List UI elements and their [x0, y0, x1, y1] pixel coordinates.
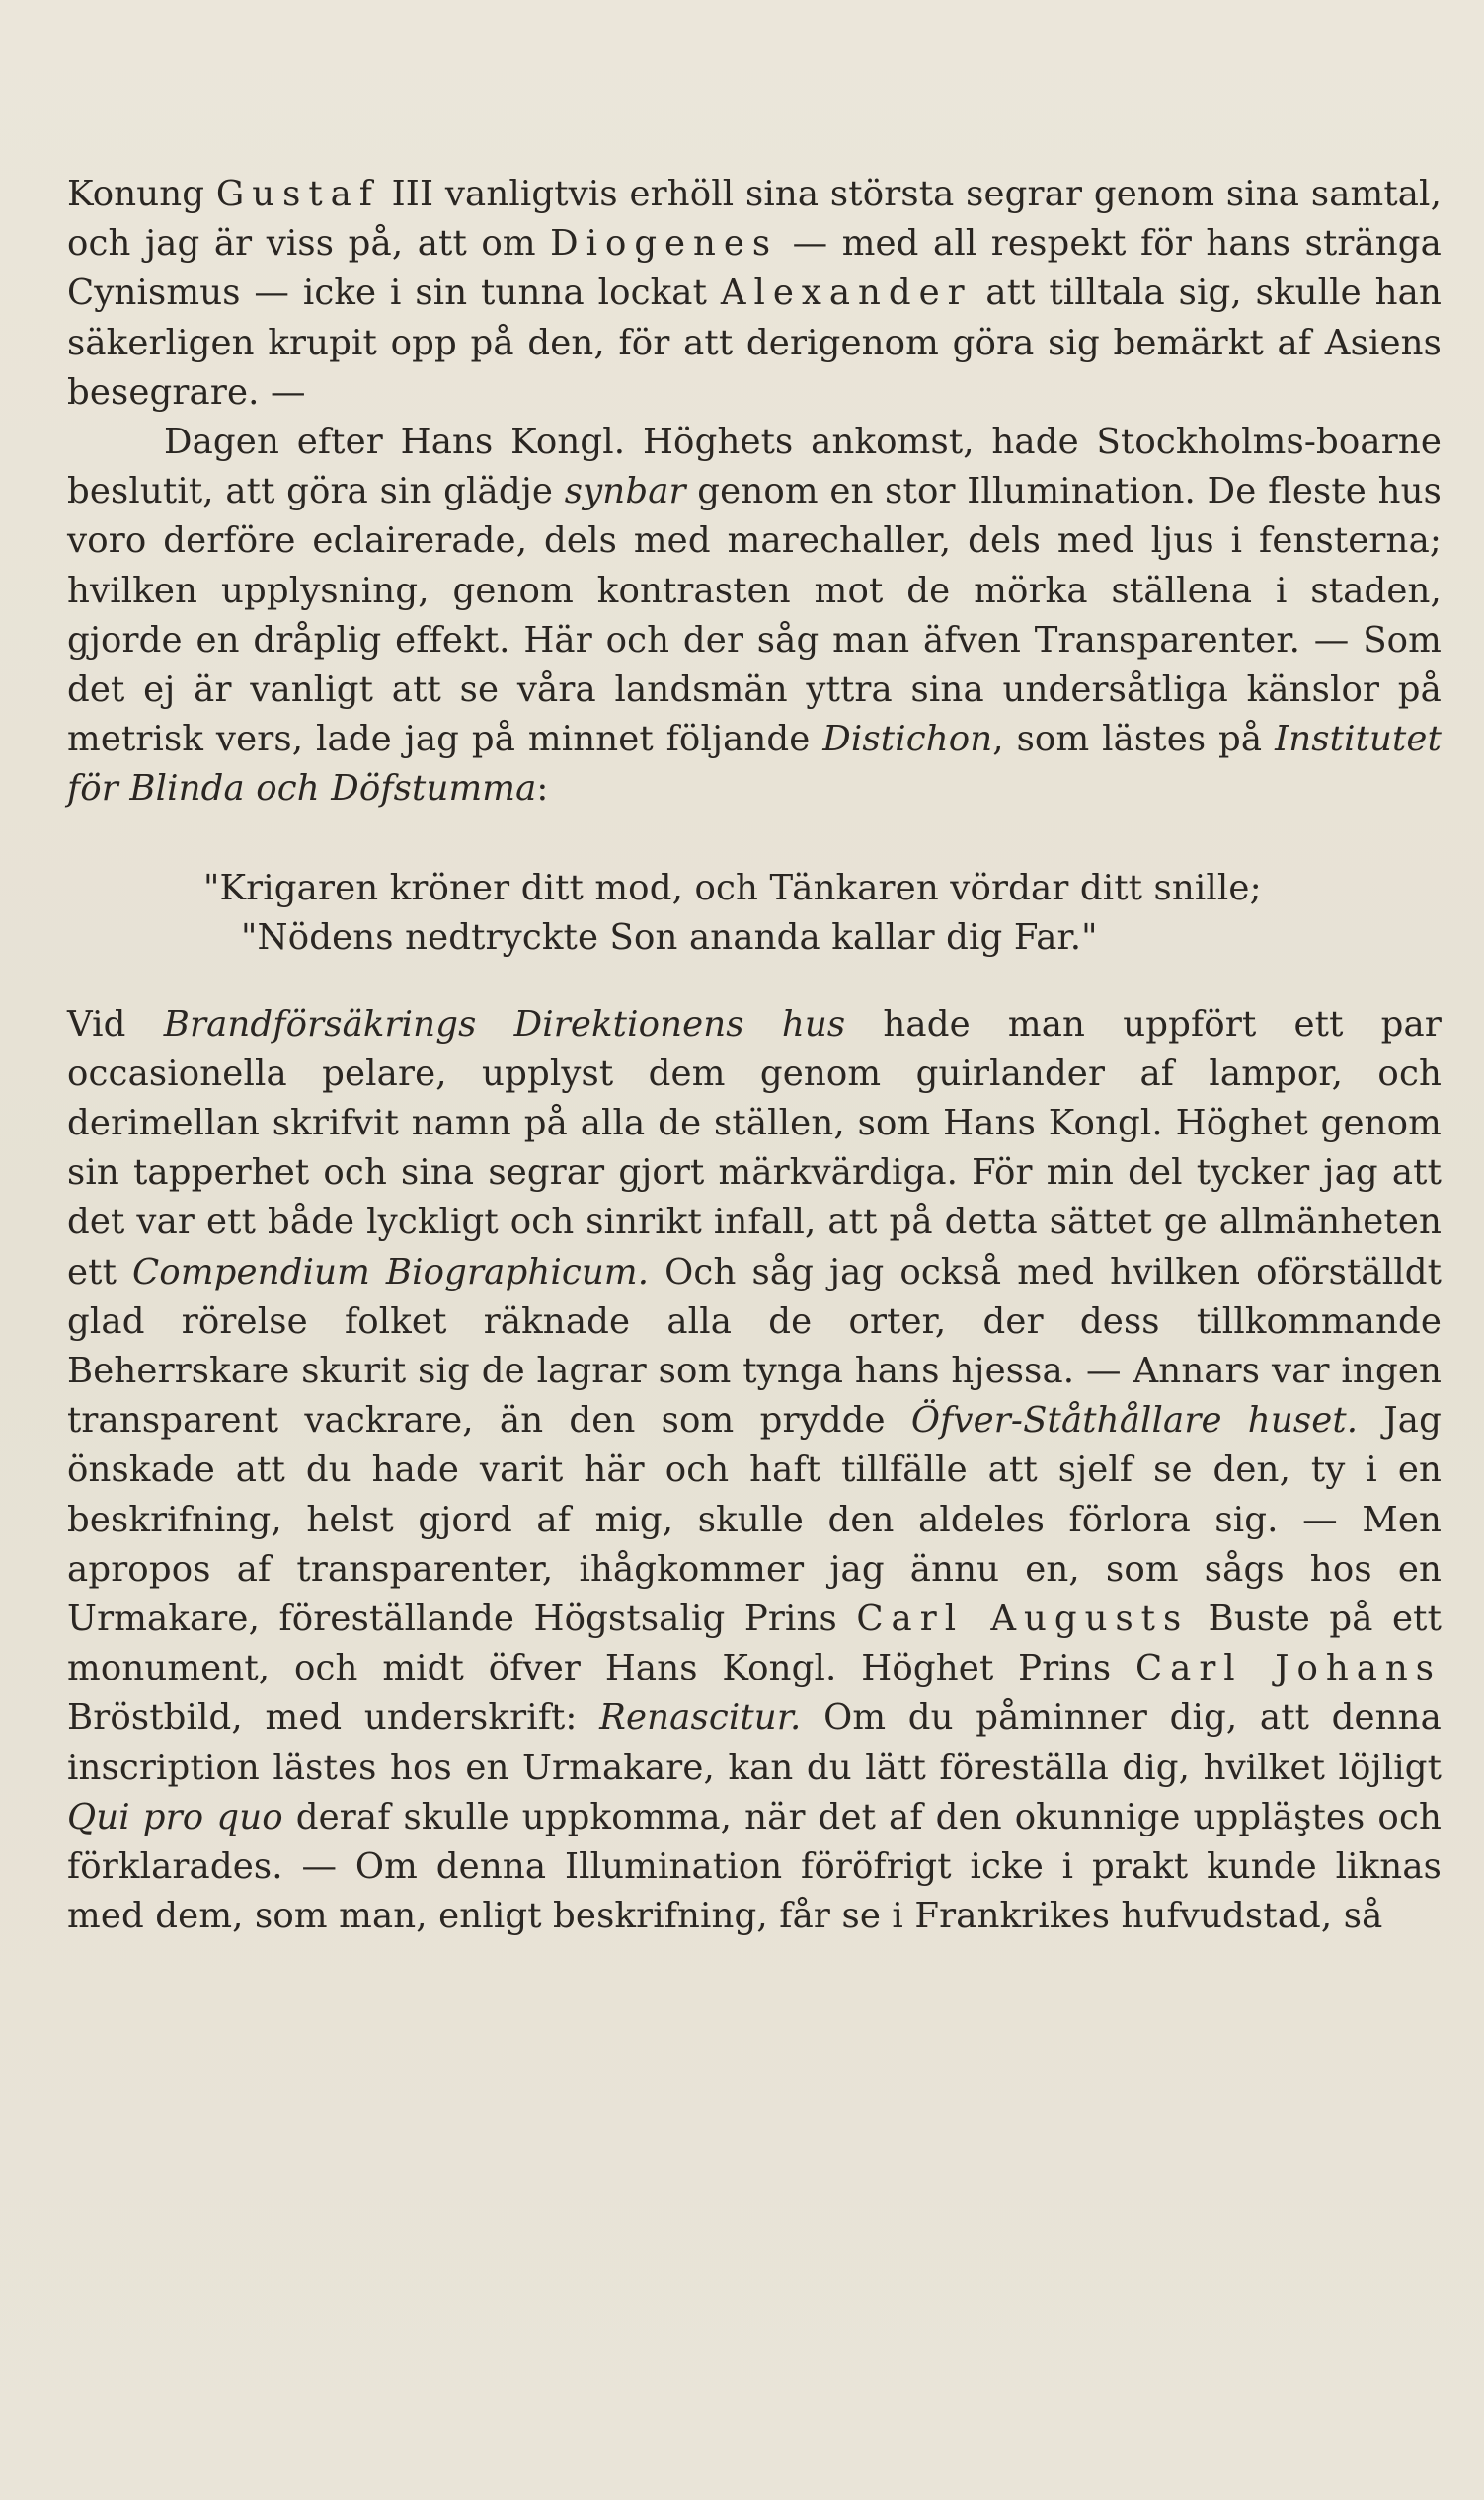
p3-italic-compendium: Compendium Biographicum. — [132, 1251, 650, 1292]
p3-italic-qui-pro-quo: Qui pro quo — [67, 1796, 283, 1837]
name-alexander: Alexander — [720, 273, 973, 314]
verse-line-2: "Nödens nedtryckte Son ananda kallar dig Far." — [241, 916, 1098, 958]
p3-italic-renascitur: Renascitur. — [599, 1697, 802, 1739]
distichon-verse — [67, 864, 1442, 963]
paragraph-1 — [67, 170, 1442, 418]
p3-italic-ofver-stathallare: Öfver-Ståthållare huset. — [910, 1400, 1359, 1442]
p2-italic-distichon: Distichon — [822, 719, 993, 760]
p2-italic-synbar: synbar — [564, 471, 686, 512]
p2-seg-3: , som lästes på — [992, 719, 1276, 760]
p3-seg-6: Bröstbild, med underskrift: — [67, 1697, 600, 1739]
p1-seg-3: att tilltala sig, skulle han säkerligen krupit opp på den, för att derigenom göra sig bemärkt af Asiens besegrare. — — [67, 273, 1442, 413]
name-carl-johans: Carl Johans — [1135, 1648, 1443, 1689]
name-diogenes: Diogenes — [550, 223, 779, 265]
p2-italic-institutet: Institutet för Blinda och Döfstumma — [67, 719, 1442, 810]
p3-seg-5: Buste på ett monument, och midt öfver Hans Kongl. Höghet Prins — [67, 1599, 1442, 1689]
p1-seg-2: — med all respekt för hans stränga Cynismus — icke i sin tunna lockat — [67, 223, 1442, 314]
page-body-text — [67, 170, 1442, 1942]
p3-seg-7: Om du påminner dig, att denna inscription lästes hos en Urmakare, kan du lätt föreställa dig, hvilket löjligt — [67, 1697, 1442, 1788]
p3-italic-brandforsakrings: Brandförsäkrings Direktionens hus — [163, 1003, 846, 1045]
p3-seg-3: Och såg jag också med hvilken oförställdt glad rörelse folket räknade alla de orter, der dess tillkommande Beherrskare skurit sig de lagrar som tynga hans hjessa. — Annars var ingen transparent vackrare, än den som prydde — [67, 1251, 1442, 1442]
p2-seg-4: : — [536, 768, 549, 810]
paragraph-3 — [67, 1000, 1442, 1942]
verse-line-1: "Krigaren kröner ditt mod, och Tänkaren vördar ditt snille; — [203, 867, 1262, 908]
name-carl-augusts: Carl Augusts — [856, 1599, 1190, 1640]
p2-seg-1: Dagen efter Hans Kongl. Höghets ankomst, hade Stockholms-boarne beslutit, att göra sin glädje — [67, 422, 1442, 512]
p2-seg-2: genom en stor Illumination. De fleste hus voro derföre eclairerade, dels med marechaller, dels med ljus i fensterna; hvilken upplysning, genom kontrasten mot de mörka ställena i staden, gjorde en dråplig effekt. Här och der såg man äfven Transparenter. — Som det ej är vanligt att se våra landsmän yttra sina undersåtliga känslor på metrisk vers, lade jag på minnet följande — [67, 471, 1443, 760]
p3-seg-8: deraf skulle uppkomma, när det af den okunnige uppläştes och förklarades. — Om denna Illumination föröfrigt icke i prakt kunde liknas med dem, som man, enligt beskrifning, får se i Frankrikes hufvudstad, så — [67, 1796, 1443, 1937]
p3-seg-4: Jag önskade att du hade varit här och haft tillfälle att sjelf se den, ty i en beskrifning, helst gjord af mig, skulle den aldeles förlora sig. — Men apropos af transparenter, ihågkommer jag ännu en, som sågs hos en Urmakare, föreställande Högstsalig Prins — [67, 1400, 1442, 1640]
name-gustaf: Gustaf — [215, 174, 380, 214]
p3-seg-1: Vid — [67, 1003, 164, 1045]
p1-seg-0: Konung — [67, 174, 216, 214]
p3-seg-2: hade man uppfört ett par occasionella pelare, upplyst dem genom guirlander af lampor, och derimellan skrifvit namn på alla de ställen, som Hans Kongl. Höghet genom sin tapperhet och sina segrar gjort märkvärdiga. För min del tycker jag att det var ett både lyckligt och sinrikt infall, att på detta sättet ge allmänheten ett — [67, 1003, 1442, 1292]
paragraph-2 — [67, 418, 1442, 815]
p1-seg-1: III vanligtvis erhöll sina största segrar genom sina samtal, och jag är viss på, att om — [67, 174, 1442, 265]
